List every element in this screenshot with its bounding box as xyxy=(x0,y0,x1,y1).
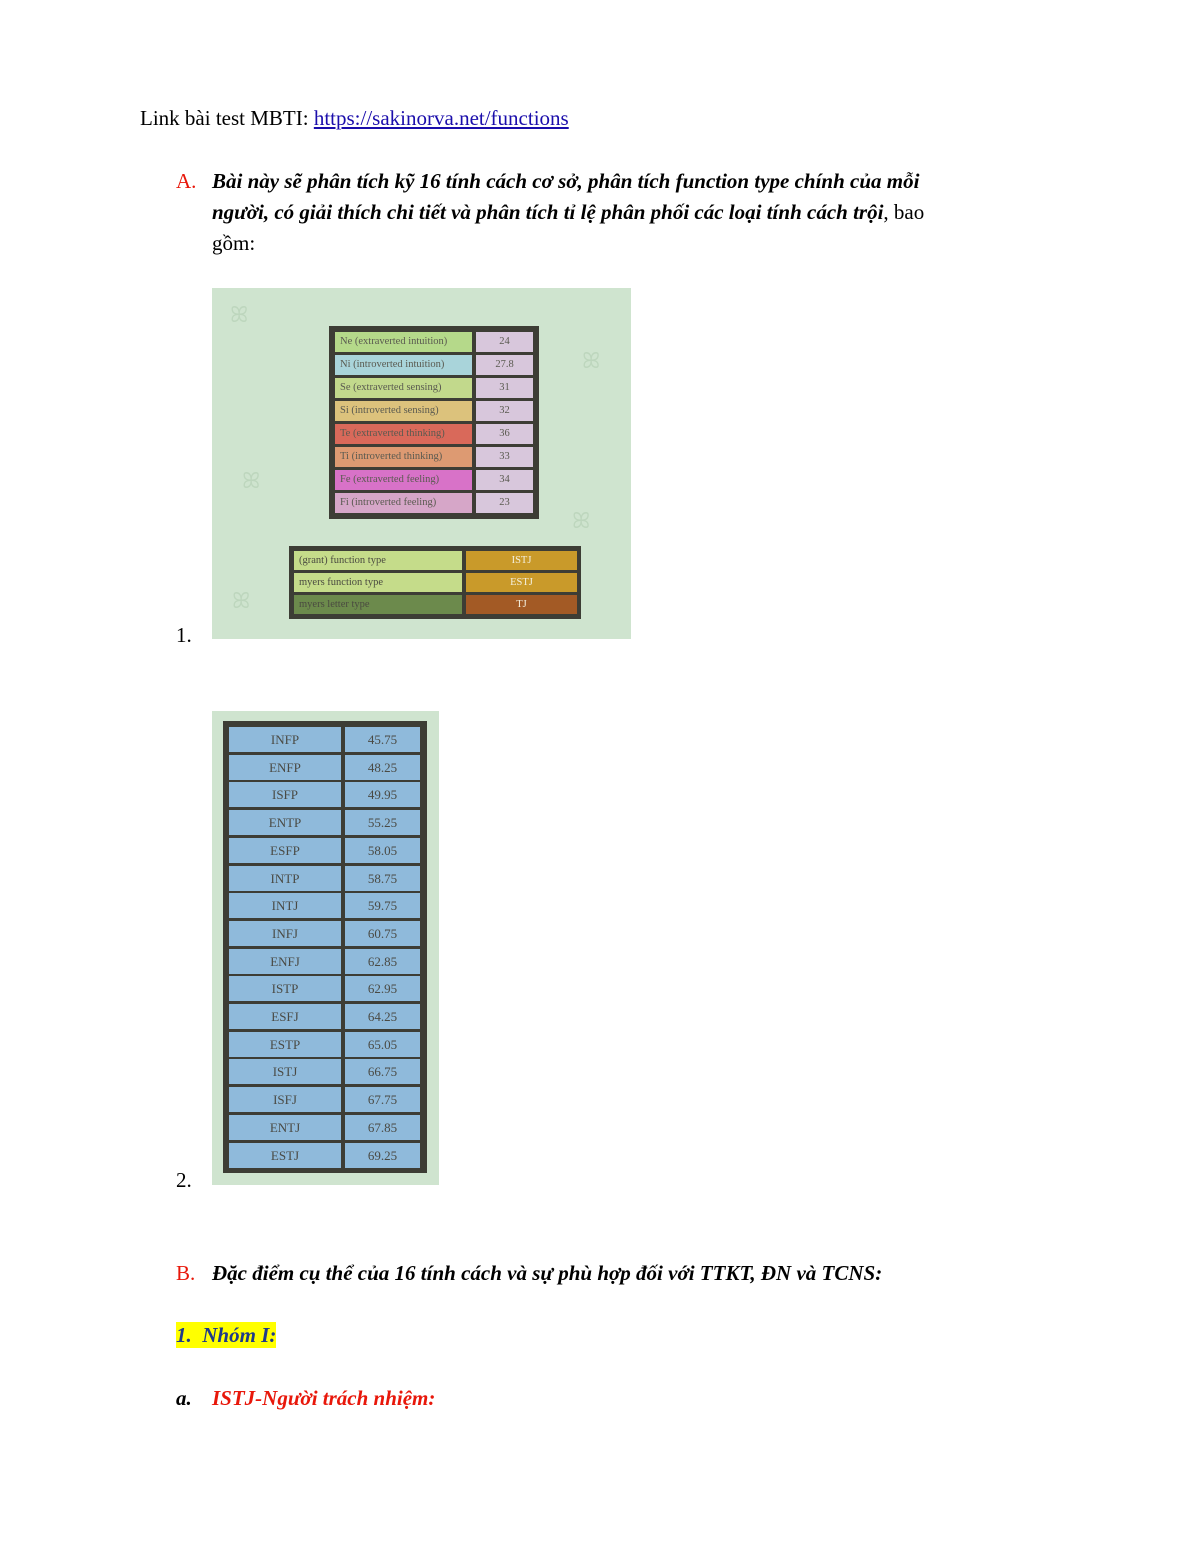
list-item-number-1: 1. xyxy=(176,623,192,647)
type-scores-table xyxy=(223,721,427,1173)
function-value: 31 xyxy=(476,378,533,398)
type-score: 67.75 xyxy=(345,1087,420,1112)
type-score: 48.25 xyxy=(345,755,420,780)
function-value: 23 xyxy=(476,493,533,513)
type-score: 55.25 xyxy=(345,810,420,835)
function-label: Ne (extraverted intuition) xyxy=(335,332,472,352)
type-score: 65.05 xyxy=(345,1032,420,1057)
type-score: 69.25 xyxy=(345,1143,420,1168)
mbti-test-link[interactable]: https://sakinorva.net/functions xyxy=(313,106,569,130)
type-name: ENTP xyxy=(229,810,341,835)
function-value: 32 xyxy=(476,401,533,421)
type-score: 66.75 xyxy=(345,1059,420,1084)
type-name: INFP xyxy=(229,727,341,752)
function-label: Si (introverted sensing) xyxy=(335,401,472,421)
type-name: ISTP xyxy=(229,976,341,1001)
group-1-heading xyxy=(176,1322,276,1348)
list-item-number-2: 2. xyxy=(176,1168,192,1192)
group-1-title: Nhóm I: xyxy=(202,1323,277,1347)
function-scores-image xyxy=(212,288,631,639)
function-value: 34 xyxy=(476,470,533,490)
section-a-line3: gồm: xyxy=(212,231,256,255)
function-value: 24 xyxy=(476,332,533,352)
function-label: Te (extraverted thinking) xyxy=(335,424,472,444)
section-a-line2 xyxy=(212,199,924,225)
type-name: INTJ xyxy=(229,893,341,918)
group-1-number: 1. xyxy=(176,1323,192,1347)
function-label: Se (extraverted sensing) xyxy=(335,378,472,398)
butterfly-icon: ꕤ xyxy=(230,302,249,327)
type-score: 49.95 xyxy=(345,782,420,807)
function-label: Ti (introverted thinking) xyxy=(335,447,472,467)
type-score: 62.85 xyxy=(345,949,420,974)
type-score: 59.75 xyxy=(345,893,420,918)
type-value: TJ xyxy=(466,595,577,614)
type-score: 67.85 xyxy=(345,1115,420,1140)
type-label: myers letter type xyxy=(294,595,462,614)
intro-line xyxy=(140,105,569,131)
type-name: ENFJ xyxy=(229,949,341,974)
butterfly-icon: ꕤ xyxy=(582,348,601,373)
sub-a-title: ISTJ-Người trách nhiệm: xyxy=(212,1386,436,1410)
type-name: ESTP xyxy=(229,1032,341,1057)
function-type-table xyxy=(289,546,581,619)
type-name: ESFJ xyxy=(229,1004,341,1029)
function-value: 33 xyxy=(476,447,533,467)
type-score: 62.95 xyxy=(345,976,420,1001)
cognitive-functions-table xyxy=(329,326,539,519)
butterfly-icon: ꕤ xyxy=(242,468,261,493)
section-a-letter: A. xyxy=(176,169,197,193)
type-score: 58.75 xyxy=(345,866,420,891)
type-name: ENTJ xyxy=(229,1115,341,1140)
type-name: ESFP xyxy=(229,838,341,863)
section-a-line1: Bài này sẽ phân tích kỹ 16 tính cách cơ sở, phân tích function type chính của mỗi xyxy=(212,169,920,193)
sub-a-letter: a. xyxy=(176,1386,192,1410)
type-name: ENFP xyxy=(229,755,341,780)
type-name: ESTJ xyxy=(229,1143,341,1168)
type-score: 64.25 xyxy=(345,1004,420,1029)
type-name: ISTJ xyxy=(229,1059,341,1084)
section-b-title: Đặc điểm cụ thể của 16 tính cách và sự phù hợp đối với TTKT, ĐN và TCNS: xyxy=(212,1261,883,1285)
section-a-line2-bold: người, có giải thích chi tiết và phân tích tỉ lệ phân phối các loại tính cách trội xyxy=(212,200,884,224)
butterfly-icon: ꕤ xyxy=(572,508,591,533)
type-label: myers function type xyxy=(294,573,462,592)
section-b-letter: B. xyxy=(176,1261,196,1285)
function-value: 36 xyxy=(476,424,533,444)
butterfly-icon: ꕤ xyxy=(232,588,251,613)
function-label: Fi (introverted feeling) xyxy=(335,493,472,513)
type-score: 60.75 xyxy=(345,921,420,946)
type-value: ISTJ xyxy=(466,551,577,570)
function-label: Fe (extraverted feeling) xyxy=(335,470,472,490)
intro-label: Link bài test MBTI: xyxy=(140,106,314,130)
type-score: 58.05 xyxy=(345,838,420,863)
type-scores-image xyxy=(212,711,439,1185)
type-value: ESTJ xyxy=(466,573,577,592)
function-label: Ni (introverted intuition) xyxy=(335,355,472,375)
type-label: (grant) function type xyxy=(294,551,462,570)
type-name: INTP xyxy=(229,866,341,891)
type-name: ISFJ xyxy=(229,1087,341,1112)
type-name: INFJ xyxy=(229,921,341,946)
type-name: ISFP xyxy=(229,782,341,807)
section-a-line2-tail: , bao xyxy=(883,200,925,224)
type-score: 45.75 xyxy=(345,727,420,752)
function-value: 27.8 xyxy=(476,355,533,375)
